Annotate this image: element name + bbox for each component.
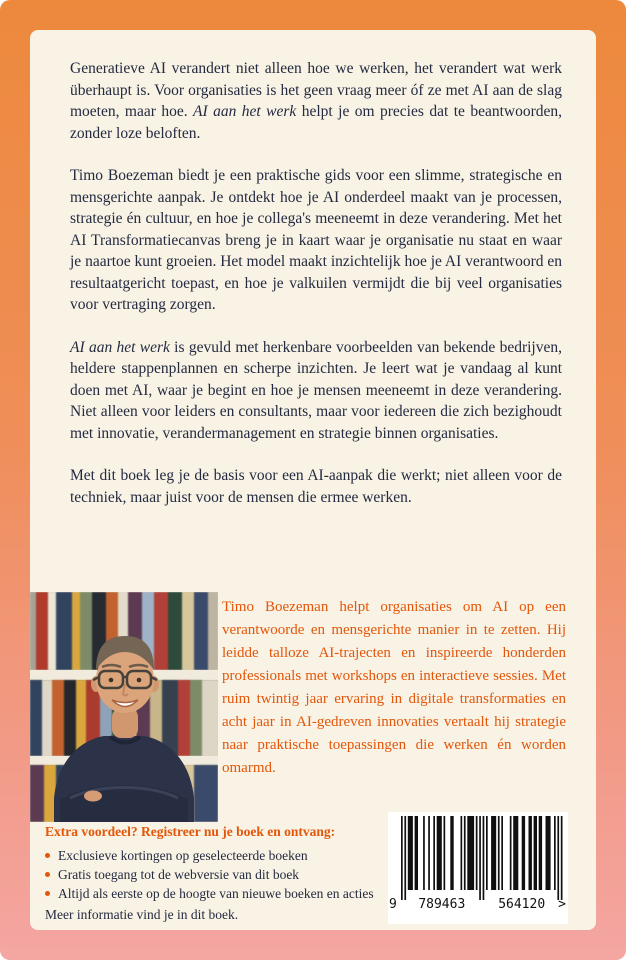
offer-bullet: Altijd als eerste op de hoogte van nieuwe boeken en acties [45, 884, 385, 903]
offer-footer: Meer informatie vind je in dit boek. [45, 907, 239, 922]
blurb-paragraph: Timo Boezeman biedt je een praktische gids voor een slimme, strategische en mensgerichte aanpak. Je ontdekt hoe je AI onderdeel maakt van je processen, strategie én cultuur, en hoe je collega's meeneemt in deze verandering. Met het AI Transformatiecanvas breng je in kaart waar je organisatie nu staat en waar je naartoe kunt groeien. Het model maakt inzichtelijk hoe je AI verantwoord en resultaatgericht toepast, en hoe je valkuilen vermijdt die bij veel organisaties voor vertraging zorgen. [70, 167, 562, 313]
svg-text:564120: 564120 [498, 897, 546, 912]
author-bio: Timo Boezeman helpt organisaties om AI op een verantwoorde en mensgerichte manier in te zetten. Hij leidde talloze AI-trajecten en inspireerde honderden professionals met workshops en interactieve sessies. Met ruim twintig jaar ervaring in digitale transformaties en acht jaar in AI-gedreven innovaties vertaalt hij strategie naar praktische toepassingen die werken én worden omarmd. [222, 599, 566, 776]
svg-text:>: > [558, 897, 566, 912]
author-figure [30, 592, 218, 822]
offer-bullet-list [45, 846, 385, 903]
blurb-paragraph: AI aan het werk is gevuld met herkenbare voorbeelden van bekende bedrijven, heldere stappenplannen en scherpe inzichten. Je leert wat je vandaag al kunt doen met AI, waar je begint en hoe je mensen meeneemt in deze verandering. Niet alleen voor leiders en consultants, maar voor iedereen die zich bezighoudt met innovatie, verandermanagement en strategie binnen organisaties. [70, 338, 562, 442]
svg-text:789463: 789463 [418, 897, 466, 912]
offer-bullet: Exclusieve kortingen op geselecteerde boeken [45, 846, 385, 865]
content-panel [30, 30, 596, 930]
offer-heading: Extra voordeel? Registreer nu je boek en ontvang: [45, 824, 336, 839]
offer-bullet: Gratis toegang tot de webversie van dit boek [45, 865, 385, 884]
svg-text:9: 9 [389, 897, 397, 912]
blurb-paragraph: Generatieve AI verandert niet alleen hoe we werken, het verandert wat werk überhaupt is. Voor organisaties is het geen vraag meer óf ze met AI aan de slag moeten, maar hoe. AI aan het werk helpt je om precies dat te beantwoorden, zonder loze beloften. [70, 60, 562, 142]
blurb [70, 58, 562, 529]
author-photo [30, 592, 218, 822]
blurb-paragraph: Met dit boek leg je de basis voor een AI-aanpak die werkt; niet alleen voor de techniek, maar juist voor de mensen die ermee werken. [70, 467, 562, 506]
registration-offer [45, 824, 385, 924]
barcode [388, 812, 568, 924]
